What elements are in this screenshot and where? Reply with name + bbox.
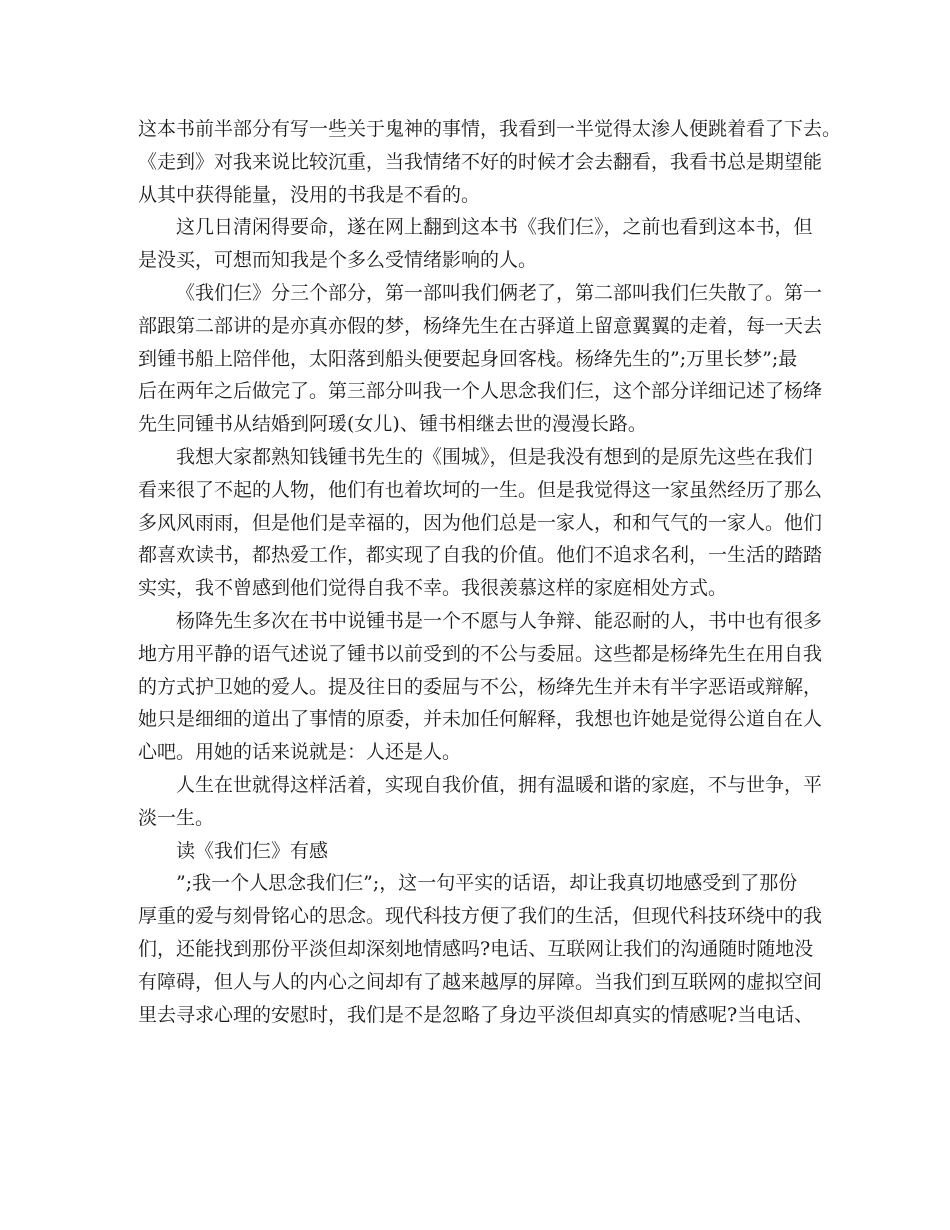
text-line: 从其中获得能量，没用的书我是不看的。 [138,183,481,206]
document-body [138,113,842,1031]
section-heading: 读《我们仨》有感 [176,839,329,862]
text-line: ”;我一个人思念我们仨”;，这一句平实的话语，却让我真切地感受到了那份 [176,872,798,895]
text-line: 看来很了不起的人物，他们有也着坎坷的一生。但是我觉得这一家虽然经历了那么 [138,478,823,501]
text-line: 厚重的爱与刻骨铭心的思念。现代科技方便了我们的生活，但现代科技环绕中的我 [138,905,823,928]
text-line: 都喜欢读书，都热爱工作，都实现了自我的价值。他们不追求名利，一生活的踏踏 [138,544,823,567]
text-line: 她只是细细的道出了事情的原委，并未加任何解释，我想也许她是觉得公道自在人 [138,708,823,731]
text-line: 到锺书船上陪伴他，太阳落到船头便要起身回客栈。杨绛先生的”;万里长梦”;最 [138,347,798,370]
text-line: 这几日清闲得要命，遂在网上翻到这本书《我们仨》，之前也看到这本书，但 [176,216,813,239]
text-line: 这本书前半部分有写一些关于鬼神的事情，我看到一半觉得太渗人便跳着看了下去。 [138,118,842,140]
text-line: 杨降先生多次在书中说锺书是一个不愿与人争辩、能忍耐的人，书中也有很多 [176,609,823,632]
text-line: 先生同锺书从结婚到阿瑗(女儿)、锺书相继去世的漫漫长路。 [138,413,647,436]
text-line: 里去寻求心理的安慰时，我们是不是忽略了身边平淡但却真实的情感呢?当电话、 [138,1003,814,1026]
text-line: 部跟第二部讲的是亦真亦假的梦，杨绛先生在古驿道上留意翼翼的走着，每一天去 [138,314,823,337]
text-line: 有障碍，但人与人的内心之间却有了越来越厚的屏障。当我们到互联网的虚拟空间 [138,970,823,993]
text-line: 淡一生。 [138,806,215,829]
text-line: 多风风雨雨，但是他们是幸福的，因为他们总是一家人，和和气气的一家人。他们 [138,511,823,534]
text-line: 我想大家都熟知钱锺书先生的《围城》，但是我没有想到的是原先这些在我们 [176,445,813,468]
text-line: 实实，我不曾感到他们觉得自我不幸。我很羡慕这样的家庭相处方式。 [138,577,728,600]
text-line: 地方用平静的语气述说了锺书以前受到的不公与委屈。这些都是杨绛先生在用自我 [138,642,823,665]
text-line: 《走到》对我来说比较沉重，当我情绪不好的时候才会去翻看，我看书总是期望能 [138,150,823,173]
text-line: 们，还能找到那份平淡但却深刻地情感吗?电话、互联网让我们的沟通随时随地没 [138,937,814,960]
text-line: 《我们仨》分三个部分，第一部叫我们俩老了，第二部叫我们仨失散了。第一 [176,281,823,304]
text-line: 是没买，可想而知我是个多么受情绪影响的人。 [138,249,538,272]
text-line: 心吧。用她的话来说就是：人还是人。 [138,741,462,764]
text-line: 人生在世就得这样活着，实现自我价值，拥有温暖和谐的家庭，不与世争，平 [176,773,823,796]
text-line: 的方式护卫她的爱人。提及往日的委屈与不公，杨绛先生并未有半字恶语或辩解， [138,675,823,698]
text-line: 后在两年之后做完了。第三部分叫我一个人思念我们仨，这个部分详细记述了杨绛 [138,380,823,403]
